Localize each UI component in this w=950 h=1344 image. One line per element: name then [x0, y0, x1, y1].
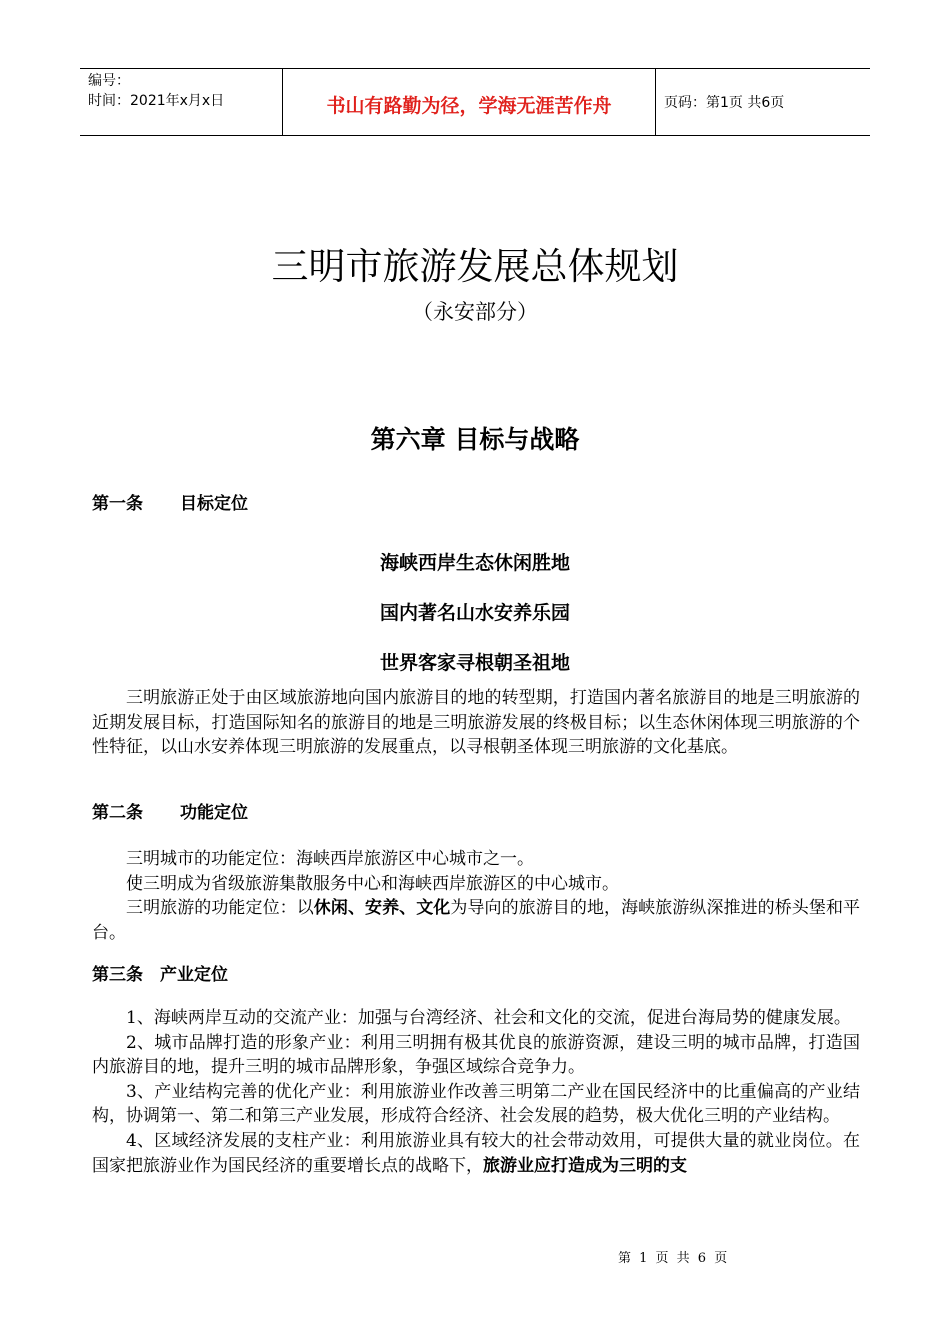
bold-text: 休闲、安养、文化	[313, 898, 451, 919]
article-1-heading	[92, 489, 248, 514]
text-run: 为导向的旅游目的地，海峡旅游纵深推进的桥头堡和平台。	[92, 898, 861, 943]
article-2-body	[92, 847, 860, 945]
header-table	[80, 68, 870, 136]
number-label: 编号：	[88, 73, 130, 89]
list-item	[92, 1129, 860, 1178]
article-2-heading	[92, 798, 248, 823]
list-item: 2、城市品牌打造的形象产业：利用三明拥有极其优良的旅游资源，建设三明的城市品牌，打造国内旅游目的地，提升三明的城市品牌形象，争强区域综合竞争力。	[92, 1032, 860, 1078]
goal-1: 海峡西岸生态休闲胜地	[379, 552, 570, 574]
paragraph-text	[92, 896, 860, 945]
article-3-heading	[92, 960, 228, 985]
paragraph-text: 使三明成为省级旅游集散服务中心和海峡西岸旅游区的中心城市。	[126, 873, 619, 894]
article-name: 功能定位	[180, 803, 248, 823]
list-item: 1、海峡两岸互动的交流产业：加强与台湾经济、社会和文化的交流，促进台海局势的健康发展。	[126, 1008, 851, 1028]
paragraph-text: 三明旅游正处于由区域旅游地向国内旅游目的地的转型期，打造国内著名旅游目的地是三明旅游的近期发展目标，打造国际知名的旅游目的地是三明旅游发展的终极目标；以生态休闲体现三明旅游的个性特征，以山水安养体现三明旅游的发展重点，以寻根朝圣体现三明旅游的文化基底。	[92, 688, 860, 758]
paragraph-text: 三明城市的功能定位：海峡西岸旅游区中心城市之一。	[126, 849, 534, 869]
article-1-paragraph	[92, 686, 860, 760]
article-number: 第一条	[92, 494, 143, 514]
article-name: 产业定位	[160, 965, 228, 985]
header-info-cell	[80, 69, 282, 135]
document-subtitle: （永安部分）	[412, 300, 538, 324]
article-3-body	[92, 1006, 860, 1178]
list-item: 3、产业结构完善的优化产业：利用旅游业作改善三明第二产业在国民经济中的比重偏高的产业结构，协调第一、第二和第三产业发展，形成符合经济、社会发展的趋势，极大优化三明的产业结构。	[92, 1081, 860, 1127]
time-label: 时间：2021年x月x日	[88, 93, 225, 109]
page-info: 页码：第1页 共6页	[664, 95, 785, 111]
chapter-heading: 第六章 目标与战略	[370, 425, 580, 454]
text-run: 4、区域经济发展的支柱产业：利用旅游业具有较大的社会带动效用，可提供大量的就业岗位。在国家把旅游业作为国民经济的重要增长点的战略下，	[92, 1130, 860, 1176]
text-run: 三明旅游的功能定位：以	[126, 898, 314, 919]
article-number: 第二条	[92, 803, 143, 823]
page-footer: 第 1 页 共 6 页	[618, 1251, 730, 1266]
motto: 书山有路勤为径，学海无涯苦作舟	[282, 69, 656, 135]
goal-3: 世界客家寻根朝圣祖地	[379, 652, 570, 674]
bold-text: 旅游业应打造成为三明的支	[483, 1155, 687, 1176]
goal-2: 国内著名山水安养乐园	[379, 602, 570, 624]
article-number: 第三条	[92, 965, 143, 985]
article-name: 目标定位	[180, 494, 248, 514]
document-title: 三明市旅游发展总体规划	[271, 245, 679, 288]
